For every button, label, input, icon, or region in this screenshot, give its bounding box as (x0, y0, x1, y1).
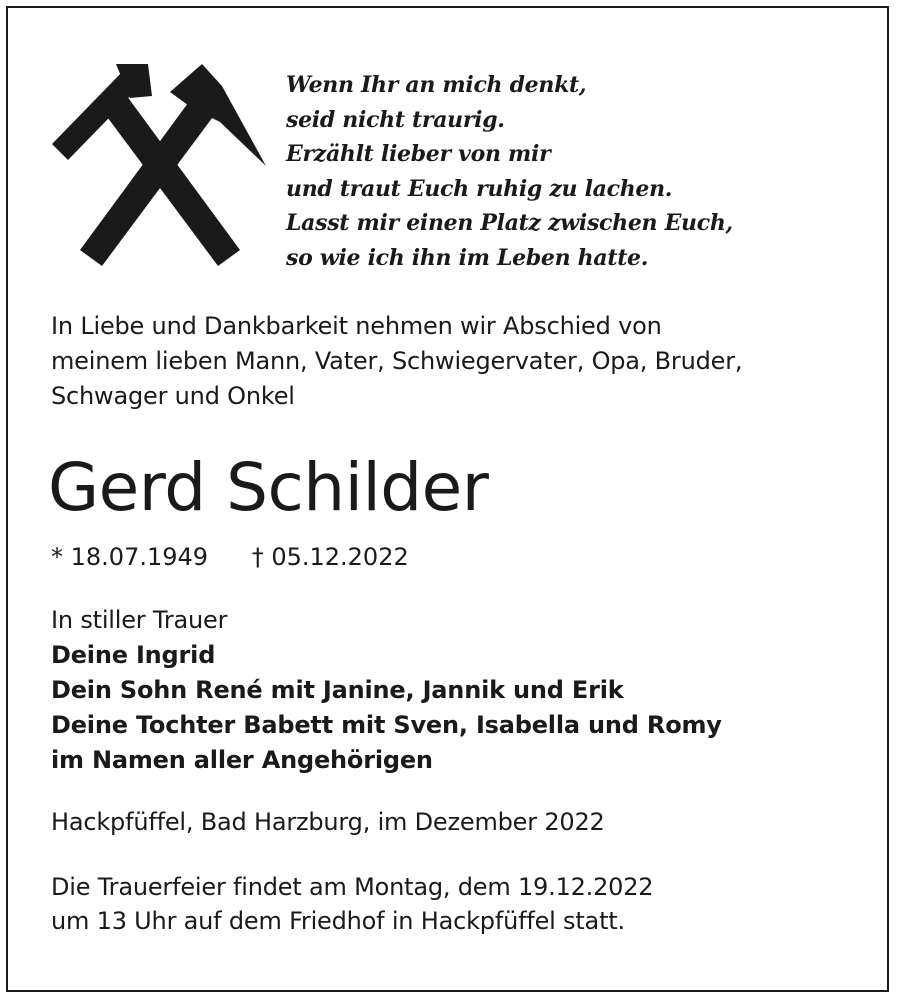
intro-line: In Liebe und Dankbarkeit nehmen wir Abschied von (51, 312, 662, 340)
birth-date: * 18.07.1949 (51, 543, 209, 571)
poem-line: Lasst mir einen Platz zwischen Euch, (286, 210, 733, 236)
mourner-line: im Namen aller Angehörigen (51, 746, 433, 774)
poem-line: so wie ich ihn im Leben hatte. (286, 244, 649, 271)
intro-line: Schwager und Onkel (51, 382, 295, 410)
deceased-name: Gerd Schilder (48, 449, 489, 526)
service-line: um 13 Uhr auf dem Friedhof in Hackpfüffel statt. (51, 907, 625, 935)
life-dates (51, 540, 409, 574)
mourners-block (51, 603, 722, 778)
service-line: Die Trauerfeier findet am Montag, dem 19.12.2022 (51, 873, 654, 901)
poem-line: Erzählt lieber von mir (286, 141, 551, 167)
mourning-lead: In stiller Trauer (51, 606, 228, 634)
funeral-service-info (51, 870, 653, 938)
poem-line: Wenn Ihr an mich denkt, (286, 72, 587, 98)
crossed-hammers-icon (52, 64, 268, 266)
death-date: † 05.12.2022 (251, 543, 409, 571)
mourner-line: Deine Tochter Babett mit Sven, Isabella und Romy (51, 711, 722, 739)
poem (286, 68, 733, 275)
mourner-line: Deine Ingrid (51, 641, 216, 669)
place-and-date: Hackpfüffel, Bad Harzburg, im Dezember 2022 (51, 808, 605, 836)
poem-line: seid nicht traurig. (286, 106, 505, 133)
mourner-line: Dein Sohn René mit Janine, Jannik und Erik (51, 676, 624, 704)
farewell-intro (51, 309, 742, 414)
poem-line: und traut Euch ruhig zu lachen. (286, 175, 673, 202)
intro-line: meinem lieben Mann, Vater, Schwiegervater, Opa, Bruder, (51, 347, 743, 375)
